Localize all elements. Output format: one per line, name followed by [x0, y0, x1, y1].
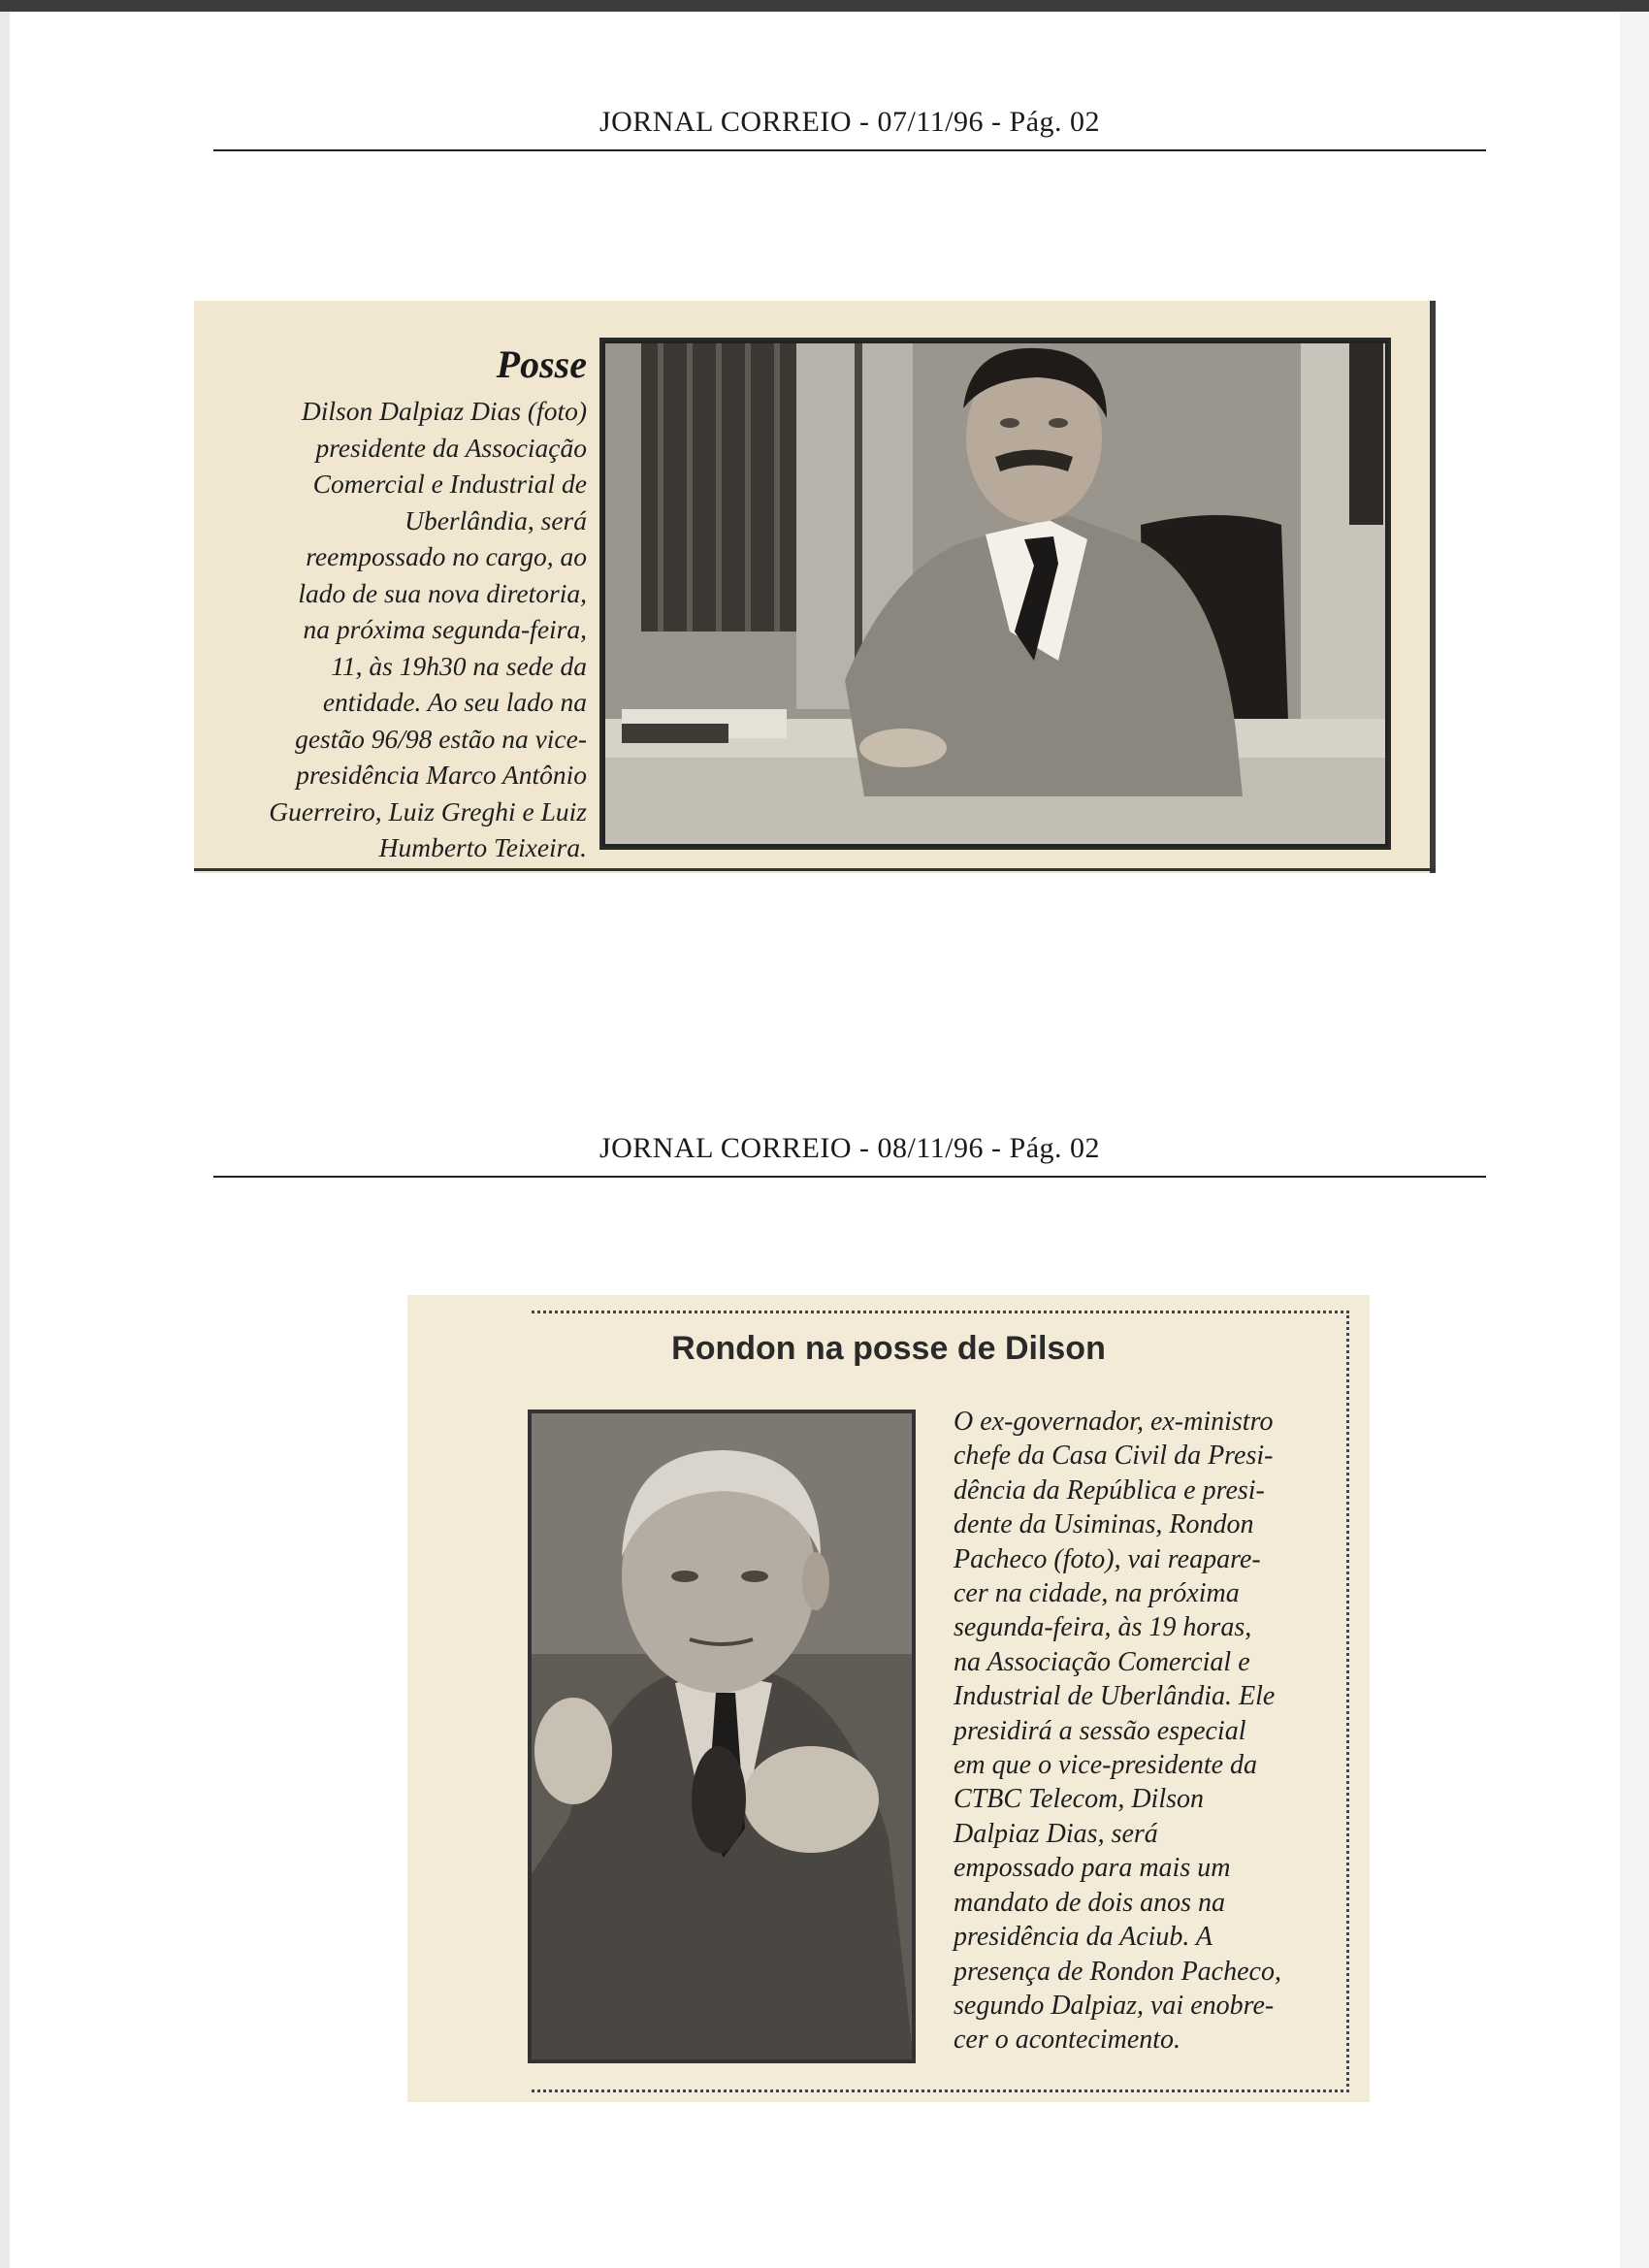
article-line: na Associação Comercial e — [954, 1646, 1250, 1677]
article-1-body — [213, 393, 587, 866]
article-line: Humberto Teixeira. — [378, 832, 587, 862]
clipping-rule — [194, 868, 1436, 871]
article-line: lado de sua nova diretoria, — [298, 577, 587, 608]
article-line: Dalpiaz Dias, será — [954, 1818, 1158, 1849]
newspaper-header-2: JORNAL CORREIO - 08/11/96 - Pág. 02 — [213, 1121, 1486, 1178]
article-line: presidente da Associação — [315, 432, 587, 463]
article-line: CTBC Telecom, Dilson — [954, 1784, 1204, 1815]
clipping-border — [1430, 301, 1436, 873]
article-line: Comercial e Industrial de — [312, 469, 587, 499]
article-line: em que o vice-presidente da — [954, 1750, 1258, 1781]
article-line: cer na cidade, na próxima — [954, 1578, 1240, 1609]
article-line: reempossado no cargo, ao — [306, 541, 587, 571]
scan-left-edge — [0, 12, 10, 2268]
article-line: chefe da Casa Civil da Presi- — [954, 1441, 1274, 1472]
scan-top-edge — [0, 0, 1649, 12]
article-line: gestão 96/98 estão na vice- — [295, 723, 587, 754]
article-2-title: Rondon na posse de Dilson — [671, 1330, 1106, 1367]
article-line: 11, às 19h30 na sede da — [331, 650, 587, 681]
article-line: entidade. Ao seu lado na — [322, 687, 587, 717]
article-line: dente da Usiminas, Rondon — [954, 1509, 1254, 1540]
article-2-body — [954, 1405, 1342, 2057]
article-line: Dilson Dalpiaz Dias (foto) — [301, 396, 587, 426]
article-line: Pacheco (foto), vai reapare- — [954, 1543, 1261, 1574]
article-line: Uberlândia, será — [404, 504, 587, 535]
article-line: O ex-governador, ex-ministro — [954, 1407, 1274, 1437]
portrait-photo-icon — [528, 1409, 916, 2063]
newspaper-clipping-1 — [194, 301, 1436, 873]
portrait-photo-icon — [599, 338, 1391, 850]
article-line: presidência Marco Antônio — [296, 760, 587, 790]
article-line: segunda-feira, às 19 horas, — [954, 1612, 1252, 1643]
article-line: presença de Rondon Pacheco, — [954, 1956, 1281, 1987]
article-line: empossado para mais um — [954, 1853, 1231, 1884]
newspaper-header-1: JORNAL CORREIO - 07/11/96 - Pág. 02 — [213, 95, 1486, 151]
article-line: presidência da Aciub. A — [954, 1922, 1212, 1953]
article-line: na próxima segunda-feira, — [303, 614, 587, 644]
article-line: mandato de dois anos na — [954, 1887, 1225, 1918]
newspaper-clipping-2 — [407, 1295, 1370, 2102]
article-line: Guerreiro, Luiz Greghi e Luiz — [269, 795, 587, 826]
article-line: cer o acontecimento. — [954, 2025, 1181, 2056]
article-line: segundo Dalpiaz, vai enobre- — [954, 1990, 1275, 2021]
article-line: presidirá a sessão especial — [954, 1715, 1246, 1746]
article-line: dência da República e presi- — [954, 1474, 1265, 1506]
article-line: Industrial de Uberlândia. Ele — [954, 1681, 1276, 1712]
scan-right-edge — [1620, 12, 1649, 2268]
article-1-title: Posse — [496, 342, 587, 386]
